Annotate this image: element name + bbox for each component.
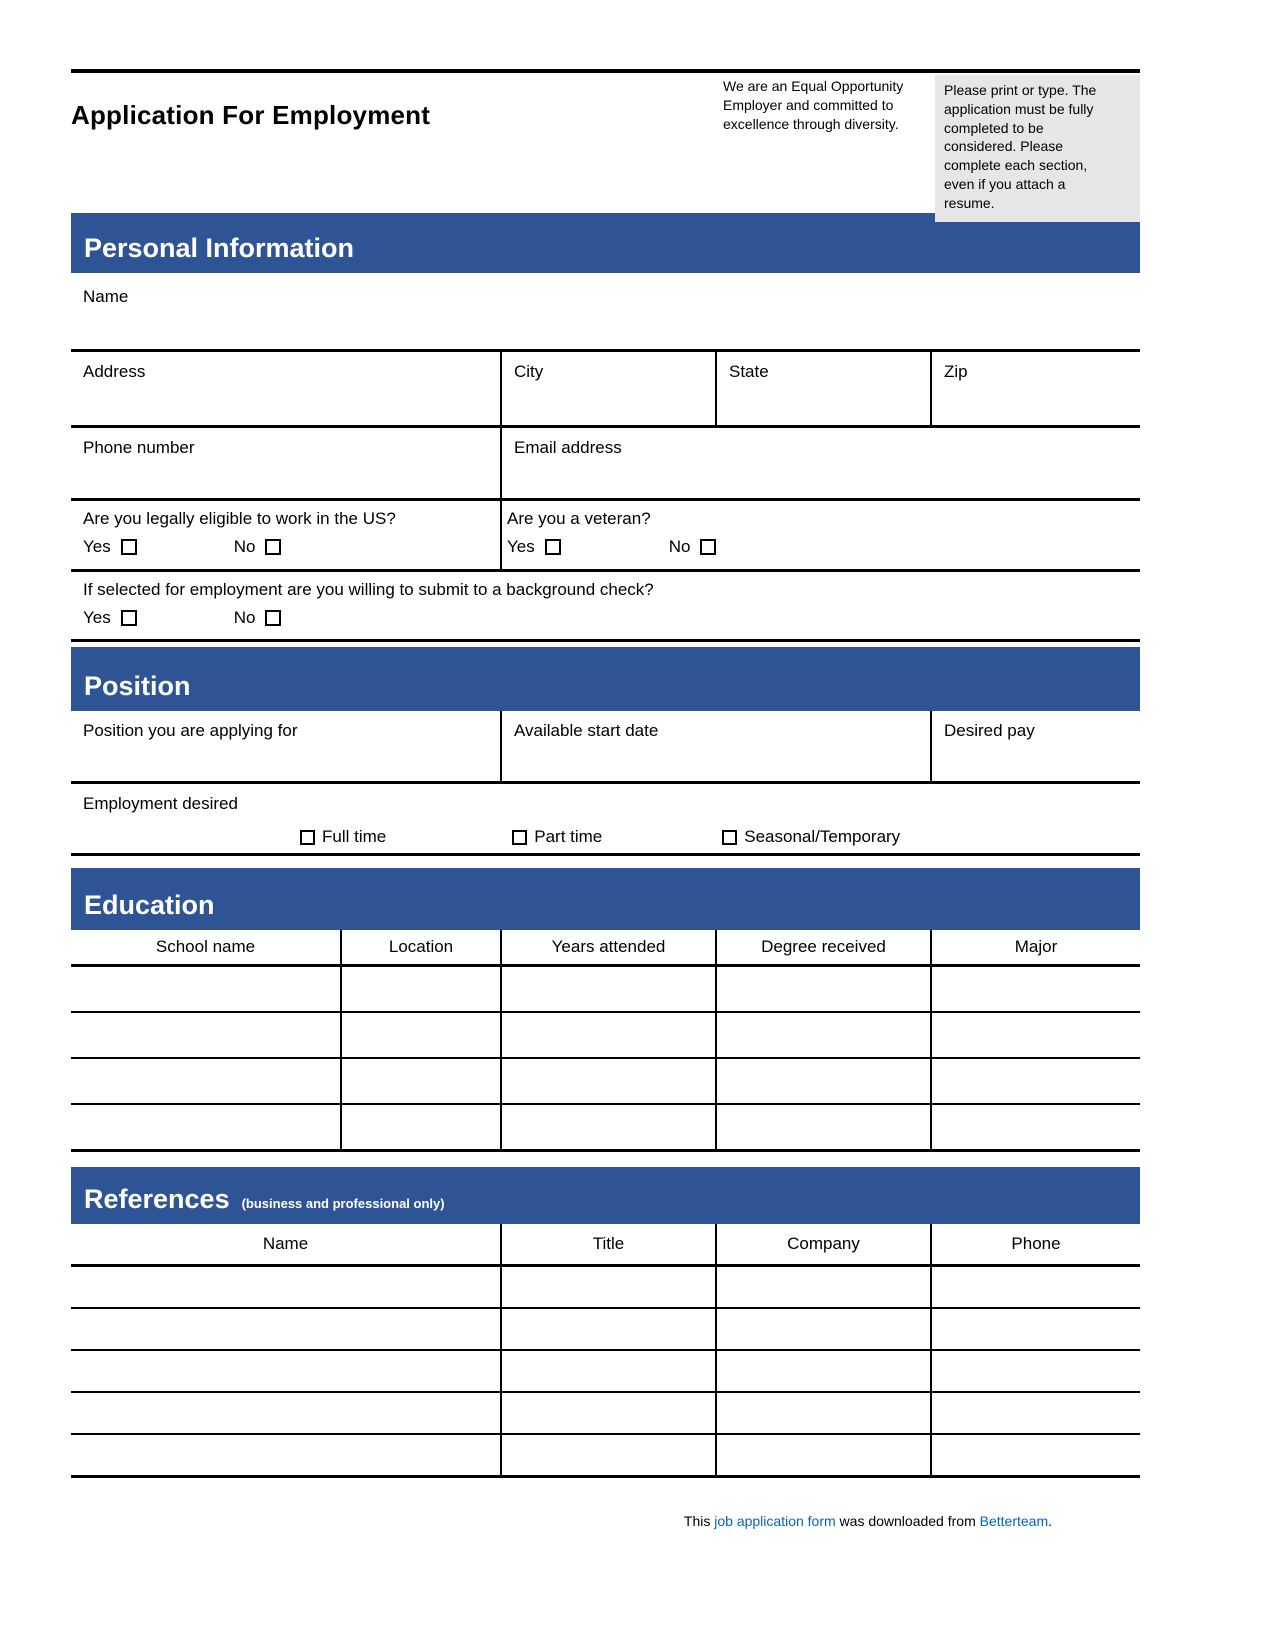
veteran-no-checkbox[interactable] [700, 539, 716, 555]
references-cell[interactable] [500, 1309, 715, 1349]
desired-pay-field[interactable] [930, 711, 1140, 781]
references-row [71, 1393, 1140, 1435]
references-cell[interactable] [500, 1351, 715, 1391]
references-row [71, 1351, 1140, 1393]
references-cell[interactable] [715, 1393, 930, 1433]
form-title: Application For Employment [71, 100, 431, 130]
city-field[interactable] [500, 352, 715, 425]
start-date-field[interactable] [500, 711, 930, 781]
position-section-header [71, 647, 1140, 711]
education-cell[interactable] [930, 967, 1140, 1011]
position-fields-row [71, 711, 1140, 784]
references-cell[interactable] [71, 1267, 500, 1307]
education-column-major: Major [930, 930, 1140, 964]
position-applying-for-label: Position you are applying for [83, 721, 298, 740]
no-label: No [233, 608, 256, 627]
name-label: Name [83, 287, 129, 306]
references-cell[interactable] [500, 1393, 715, 1433]
education-cell[interactable] [930, 1105, 1140, 1149]
full-time-label: Full time [322, 827, 387, 846]
education-cell[interactable] [340, 967, 500, 1011]
print-notice: Please print or type. The application must be fully completed to be considered. Please complete each section, even if you attach a resume. [935, 75, 1140, 222]
seasonal-checkbox[interactable] [722, 830, 737, 845]
start-date-label: Available start date [514, 721, 659, 740]
references-table [71, 1224, 1140, 1478]
seasonal-option [722, 827, 900, 847]
references-column-phone: Phone [930, 1224, 1140, 1264]
education-row [71, 1059, 1140, 1105]
email-field[interactable] [500, 428, 1140, 498]
part-time-label: Part time [534, 827, 603, 846]
education-cell[interactable] [340, 1105, 500, 1149]
references-cell[interactable] [71, 1309, 500, 1349]
references-section-title: References [84, 1184, 230, 1214]
education-column-years: Years attended [500, 930, 715, 964]
veteran-question: Are you a veteran? [507, 509, 651, 528]
education-table [71, 930, 1140, 1152]
education-column-school: School name [155, 937, 256, 956]
education-row [71, 967, 1140, 1013]
references-cell[interactable] [930, 1393, 1140, 1433]
education-cell[interactable] [71, 1059, 340, 1103]
employment-desired-label: Employment desired [83, 794, 238, 813]
references-cell[interactable] [71, 1351, 500, 1391]
part-time-option [512, 827, 602, 847]
references-cell[interactable] [71, 1393, 500, 1433]
address-row [71, 352, 1140, 428]
address-label: Address [83, 362, 146, 381]
zip-label: Zip [944, 362, 968, 381]
references-header-row [71, 1224, 1140, 1267]
education-section-title: Education [84, 890, 215, 920]
references-cell[interactable] [930, 1351, 1140, 1391]
yes-label: Yes [83, 608, 111, 627]
desired-pay-label: Desired pay [944, 721, 1035, 740]
education-cell[interactable] [500, 1013, 715, 1057]
education-column-degree: Degree received [715, 930, 930, 964]
form-header [71, 73, 1140, 211]
yes-label: Yes [507, 537, 535, 556]
no-label: No [233, 537, 256, 556]
references-cell[interactable] [715, 1267, 930, 1307]
eligibility-row [71, 501, 1140, 572]
address-field[interactable] [71, 352, 500, 425]
education-cell[interactable] [715, 1059, 930, 1103]
education-cell[interactable] [715, 1013, 930, 1057]
references-cell[interactable] [500, 1435, 715, 1475]
education-column-location: Location [340, 930, 500, 964]
veteran-yes-checkbox[interactable] [545, 539, 561, 555]
footer-text-after: . [1048, 1513, 1052, 1529]
footer-credit [71, 1513, 1140, 1529]
personal-section-title: Personal Information [84, 233, 355, 263]
references-row [71, 1309, 1140, 1351]
footer-text-between: was downloaded from [835, 1513, 980, 1529]
education-row [71, 1105, 1140, 1152]
education-header-row [71, 930, 1140, 967]
references-section-header [71, 1167, 1140, 1224]
eligible-yes-checkbox[interactable] [121, 539, 137, 555]
references-cell[interactable] [500, 1267, 715, 1307]
city-label: City [514, 362, 544, 381]
position-section-title: Position [84, 671, 191, 701]
references-section-subtitle: (business and professional only) [241, 1196, 445, 1211]
zip-field[interactable] [930, 352, 1140, 425]
education-cell[interactable] [500, 1059, 715, 1103]
background-yes-checkbox[interactable] [121, 610, 137, 626]
state-field[interactable] [715, 352, 930, 425]
position-applying-for-field[interactable] [71, 711, 500, 781]
full-time-checkbox[interactable] [300, 830, 315, 845]
veteran-question-cell [500, 501, 1140, 569]
veteran-yesno [507, 537, 1128, 557]
phone-field[interactable] [71, 428, 500, 498]
eligibility-question-cell [71, 501, 500, 569]
education-row [71, 1013, 1140, 1059]
education-cell[interactable] [340, 1013, 500, 1057]
eligible-no-checkbox[interactable] [265, 539, 281, 555]
references-cell[interactable] [930, 1309, 1140, 1349]
education-cell[interactable] [340, 1059, 500, 1103]
references-column-name: Name [262, 1234, 309, 1253]
state-label: State [729, 362, 769, 381]
job-application-form-link[interactable]: job application form [714, 1513, 836, 1529]
education-cell[interactable] [715, 967, 930, 1011]
education-cell[interactable] [715, 1105, 930, 1149]
references-cell[interactable] [930, 1435, 1140, 1475]
eeo-notice: We are an Equal Opportunity Employer and committed to excellence through diversity. [723, 78, 904, 132]
part-time-checkbox[interactable] [512, 830, 527, 845]
footer-text-before: This [683, 1513, 715, 1529]
references-column-title: Title [500, 1224, 715, 1264]
email-label: Email address [514, 438, 622, 457]
education-cell[interactable] [71, 1013, 340, 1057]
references-row [71, 1435, 1140, 1478]
references-row [71, 1267, 1140, 1309]
education-cell[interactable] [71, 967, 340, 1011]
name-field[interactable] [71, 273, 1140, 352]
background-no-checkbox[interactable] [265, 610, 281, 626]
background-check-yesno [83, 608, 1128, 628]
education-section-header [71, 868, 1140, 930]
form-content [71, 0, 1140, 1650]
full-time-option [300, 827, 386, 847]
betterteam-link[interactable]: Betterteam [979, 1513, 1049, 1529]
no-label: No [668, 537, 691, 556]
references-cell[interactable] [715, 1435, 930, 1475]
background-check-question: If selected for employment are you willing to submit to a background check? [83, 580, 654, 599]
yes-label: Yes [83, 537, 111, 556]
education-cell[interactable] [930, 1013, 1140, 1057]
employment-options [83, 827, 1128, 847]
references-cell[interactable] [71, 1435, 500, 1475]
education-cell[interactable] [930, 1059, 1140, 1103]
seasonal-label: Seasonal/Temporary [744, 827, 901, 846]
education-cell[interactable] [71, 1105, 340, 1149]
references-column-company: Company [715, 1224, 930, 1264]
education-cell[interactable] [500, 1105, 715, 1149]
employment-desired-row [71, 784, 1140, 856]
education-cell[interactable] [500, 967, 715, 1011]
eligibility-question: Are you legally eligible to work in the US? [83, 509, 396, 528]
references-cell[interactable] [715, 1309, 930, 1349]
background-check-row [71, 572, 1140, 642]
phone-label: Phone number [83, 438, 195, 457]
references-cell[interactable] [930, 1267, 1140, 1307]
references-cell[interactable] [715, 1351, 930, 1391]
eligibility-yesno [83, 537, 488, 557]
phone-email-row [71, 428, 1140, 501]
